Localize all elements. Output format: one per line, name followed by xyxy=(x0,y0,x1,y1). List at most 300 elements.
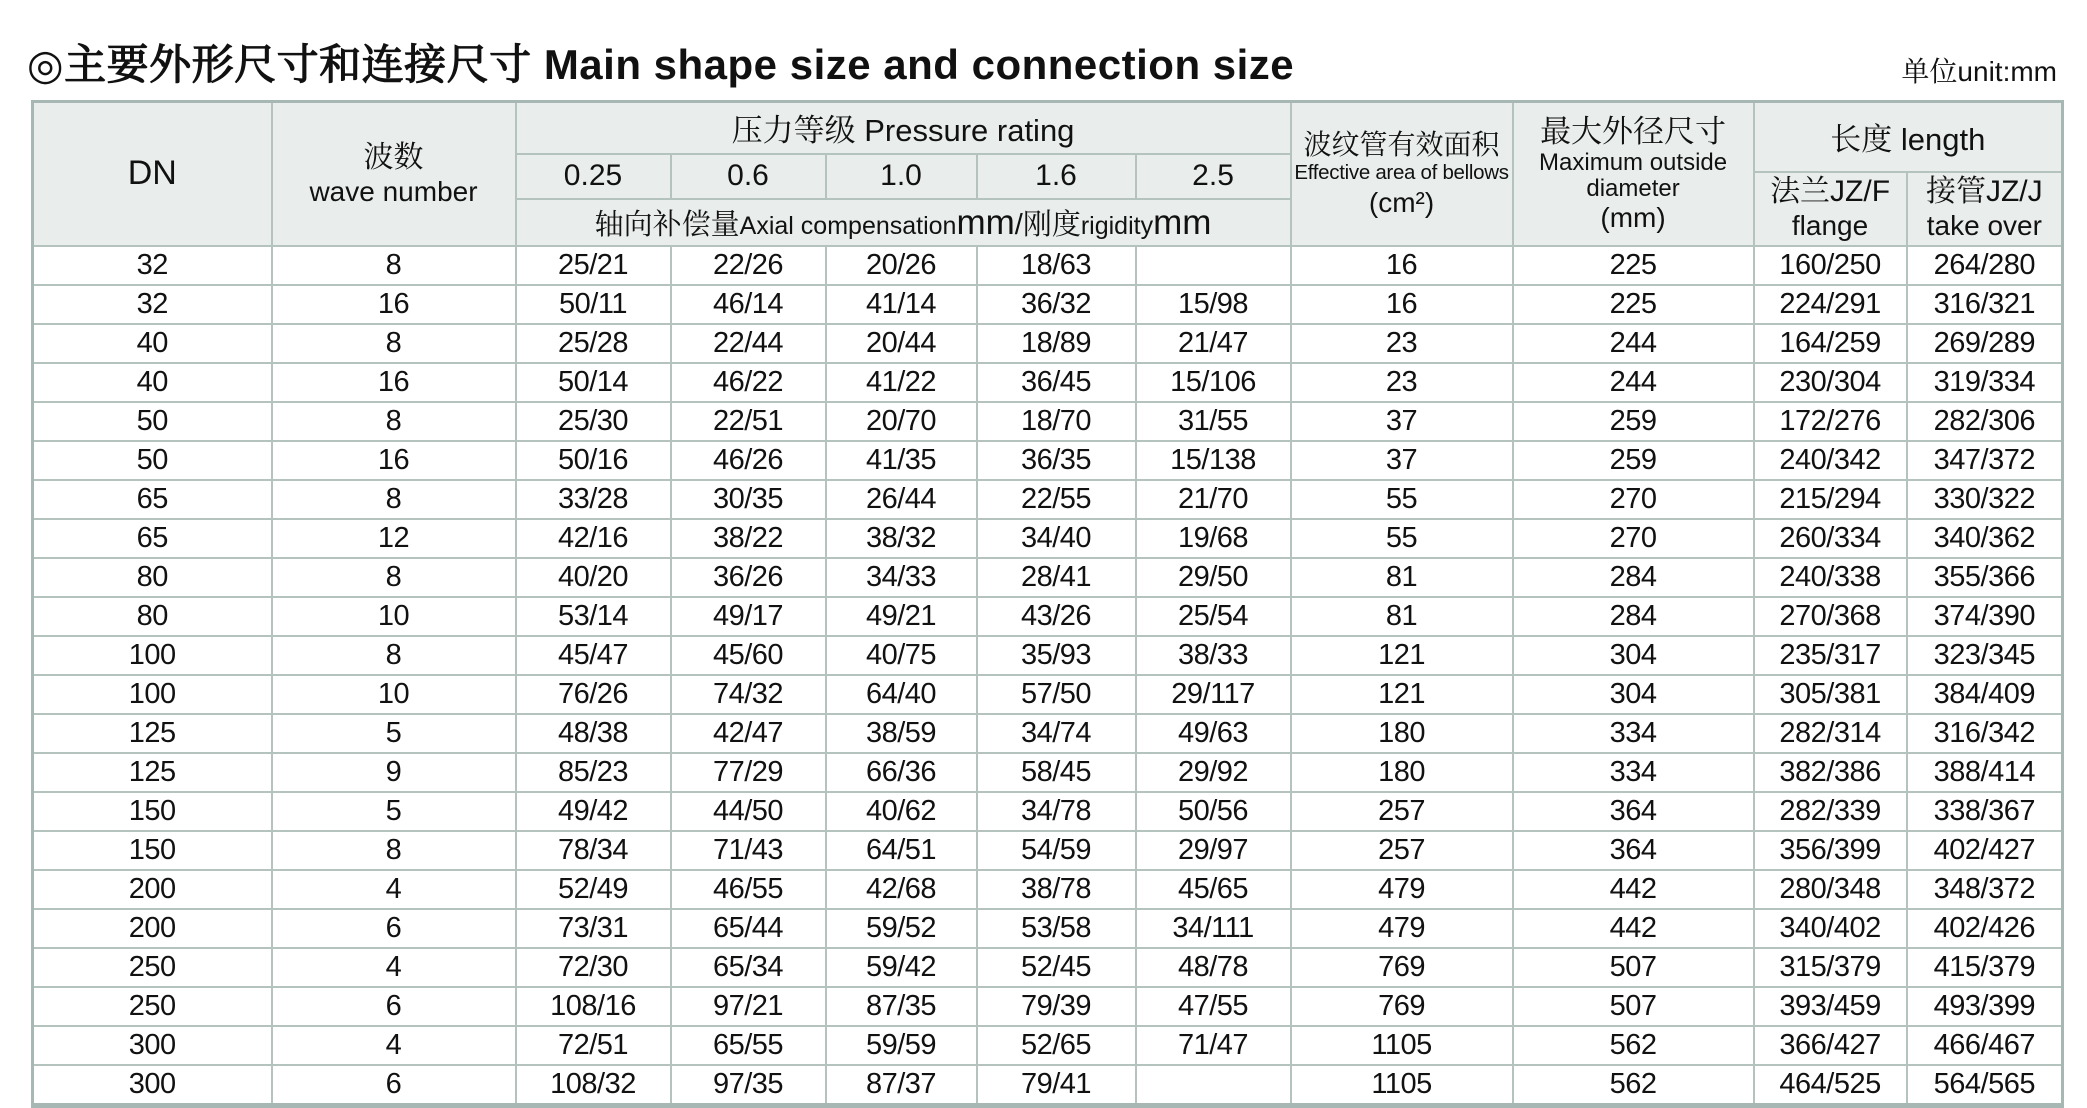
cell-wave-number: 8 xyxy=(272,402,516,441)
table-row xyxy=(33,246,2063,285)
cell-dn: 125 xyxy=(33,714,272,753)
cell-pressure-1.0: 20/70 xyxy=(826,402,977,441)
cell-pressure-0.25: 25/30 xyxy=(516,402,671,441)
cell-flange-length: 305/381 xyxy=(1754,675,1907,714)
cell-pressure-0.25: 33/28 xyxy=(516,480,671,519)
cell-pressure-0.25: 48/38 xyxy=(516,714,671,753)
cell-pressure-2.5 xyxy=(1136,1065,1291,1106)
cell-max-outside-diameter: 304 xyxy=(1513,636,1754,675)
cell-take-over-length: 388/414 xyxy=(1907,753,2063,792)
cell-dn: 80 xyxy=(33,597,272,636)
cell-pressure-0.6: 46/22 xyxy=(671,363,826,402)
cell-dn: 200 xyxy=(33,870,272,909)
table-row xyxy=(33,831,2063,870)
cell-pressure-1.6: 18/89 xyxy=(977,324,1136,363)
cell-pressure-1.0: 59/52 xyxy=(826,909,977,948)
cell-take-over-length: 355/366 xyxy=(1907,558,2063,597)
cell-pressure-1.0: 38/59 xyxy=(826,714,977,753)
cell-effective-area: 121 xyxy=(1291,636,1513,675)
cell-max-outside-diameter: 507 xyxy=(1513,948,1754,987)
cell-pressure-1.0: 41/14 xyxy=(826,285,977,324)
cell-max-outside-diameter: 364 xyxy=(1513,792,1754,831)
cell-flange-length: 280/348 xyxy=(1754,870,1907,909)
cell-pressure-0.25: 50/11 xyxy=(516,285,671,324)
cell-dn: 250 xyxy=(33,948,272,987)
cell-wave-number: 8 xyxy=(272,246,516,285)
cell-effective-area: 479 xyxy=(1291,870,1513,909)
cell-take-over-length: 269/289 xyxy=(1907,324,2063,363)
cell-take-over-length: 319/334 xyxy=(1907,363,2063,402)
cell-max-outside-diameter: 225 xyxy=(1513,246,1754,285)
cell-wave-number: 6 xyxy=(272,909,516,948)
col-header-flange xyxy=(1754,172,1907,246)
cell-pressure-2.5: 21/47 xyxy=(1136,324,1291,363)
cell-wave-number: 6 xyxy=(272,1065,516,1106)
table-row xyxy=(33,519,2063,558)
cell-pressure-1.6: 35/93 xyxy=(977,636,1136,675)
cell-pressure-1.6: 36/45 xyxy=(977,363,1136,402)
cell-dn: 65 xyxy=(33,519,272,558)
cell-wave-number: 4 xyxy=(272,1026,516,1065)
cell-wave-number: 8 xyxy=(272,480,516,519)
cell-pressure-0.25: 50/14 xyxy=(516,363,671,402)
cell-effective-area: 16 xyxy=(1291,246,1513,285)
cell-pressure-1.0: 34/33 xyxy=(826,558,977,597)
cell-pressure-1.0: 49/21 xyxy=(826,597,977,636)
take-over-en-label: take over xyxy=(1926,210,2042,242)
effective-area-en-label: Effective area of bellows xyxy=(1294,161,1509,185)
col-header-take-over xyxy=(1907,172,2063,246)
cell-max-outside-diameter: 259 xyxy=(1513,402,1754,441)
cell-dn: 80 xyxy=(33,558,272,597)
cell-effective-area: 23 xyxy=(1291,363,1513,402)
cell-max-outside-diameter: 270 xyxy=(1513,519,1754,558)
cell-pressure-1.6: 34/74 xyxy=(977,714,1136,753)
cell-max-outside-diameter: 270 xyxy=(1513,480,1754,519)
cell-pressure-0.6: 46/26 xyxy=(671,441,826,480)
cell-pressure-2.5: 19/68 xyxy=(1136,519,1291,558)
cell-flange-length: 230/304 xyxy=(1754,363,1907,402)
cell-pressure-2.5: 48/78 xyxy=(1136,948,1291,987)
table-row xyxy=(33,792,2063,831)
cell-pressure-0.6: 44/50 xyxy=(671,792,826,831)
table-row xyxy=(33,909,2063,948)
cell-pressure-0.6: 46/14 xyxy=(671,285,826,324)
cell-flange-length: 315/379 xyxy=(1754,948,1907,987)
cell-effective-area: 479 xyxy=(1291,909,1513,948)
cell-dn: 250 xyxy=(33,987,272,1026)
table-row xyxy=(33,441,2063,480)
header-row-1 xyxy=(33,102,2063,154)
pressure-level-1.6: 1.6 xyxy=(977,154,1136,199)
cell-pressure-1.0: 40/75 xyxy=(826,636,977,675)
table-row xyxy=(33,1026,2063,1065)
cell-effective-area: 1105 xyxy=(1291,1065,1513,1106)
cell-wave-number: 8 xyxy=(272,558,516,597)
cell-dn: 100 xyxy=(33,675,272,714)
cell-take-over-length: 402/427 xyxy=(1907,831,2063,870)
cell-take-over-length: 348/372 xyxy=(1907,870,2063,909)
cell-dn: 100 xyxy=(33,636,272,675)
cell-wave-number: 16 xyxy=(272,285,516,324)
cell-effective-area: 37 xyxy=(1291,402,1513,441)
cell-wave-number: 10 xyxy=(272,675,516,714)
cell-take-over-length: 338/367 xyxy=(1907,792,2063,831)
cell-take-over-length: 415/379 xyxy=(1907,948,2063,987)
cell-max-outside-diameter: 244 xyxy=(1513,324,1754,363)
max-diameter-unit-label: (mm) xyxy=(1600,201,1666,233)
cell-pressure-1.0: 64/51 xyxy=(826,831,977,870)
pressure-level-0.25: 0.25 xyxy=(516,154,671,199)
cell-pressure-0.6: 46/55 xyxy=(671,870,826,909)
effective-area-unit-label: (cm²) xyxy=(1368,187,1435,219)
cell-wave-number: 5 xyxy=(272,714,516,753)
cell-pressure-0.6: 22/44 xyxy=(671,324,826,363)
cell-pressure-1.6: 28/41 xyxy=(977,558,1136,597)
cell-pressure-2.5: 29/50 xyxy=(1136,558,1291,597)
cell-pressure-1.6: 58/45 xyxy=(977,753,1136,792)
axial-en-label: Axial compensation xyxy=(739,211,957,240)
cell-max-outside-diameter: 225 xyxy=(1513,285,1754,324)
cell-take-over-length: 564/565 xyxy=(1907,1065,2063,1106)
table-row xyxy=(33,948,2063,987)
cell-pressure-2.5: 29/92 xyxy=(1136,753,1291,792)
cell-pressure-2.5: 29/97 xyxy=(1136,831,1291,870)
table-row xyxy=(33,558,2063,597)
cell-pressure-1.6: 52/65 xyxy=(977,1026,1136,1065)
cell-pressure-0.6: 71/43 xyxy=(671,831,826,870)
cell-max-outside-diameter: 334 xyxy=(1513,753,1754,792)
table-row xyxy=(33,402,2063,441)
cell-wave-number: 8 xyxy=(272,636,516,675)
unit-label: 单位unit:mm xyxy=(1901,56,2057,87)
cell-max-outside-diameter: 562 xyxy=(1513,1065,1754,1106)
cell-flange-length: 382/386 xyxy=(1754,753,1907,792)
cell-flange-length: 160/250 xyxy=(1754,246,1907,285)
cell-pressure-1.0: 64/40 xyxy=(826,675,977,714)
table-row xyxy=(33,753,2063,792)
cell-pressure-0.25: 73/31 xyxy=(516,909,671,948)
cell-take-over-length: 340/362 xyxy=(1907,519,2063,558)
cell-dn: 40 xyxy=(33,363,272,402)
cell-wave-number: 10 xyxy=(272,597,516,636)
cell-pressure-1.6: 34/78 xyxy=(977,792,1136,831)
cell-take-over-length: 402/426 xyxy=(1907,909,2063,948)
cell-pressure-0.25: 25/21 xyxy=(516,246,671,285)
cell-take-over-length: 466/467 xyxy=(1907,1026,2063,1065)
cell-dn: 200 xyxy=(33,909,272,948)
cell-pressure-0.25: 76/26 xyxy=(516,675,671,714)
cell-pressure-2.5: 45/65 xyxy=(1136,870,1291,909)
cell-flange-length: 172/276 xyxy=(1754,402,1907,441)
cell-pressure-0.25: 72/51 xyxy=(516,1026,671,1065)
cell-dn: 300 xyxy=(33,1065,272,1106)
cell-pressure-2.5: 49/63 xyxy=(1136,714,1291,753)
cell-pressure-1.6: 52/45 xyxy=(977,948,1136,987)
cell-pressure-1.6: 43/26 xyxy=(977,597,1136,636)
cell-max-outside-diameter: 284 xyxy=(1513,558,1754,597)
cell-pressure-0.6: 65/55 xyxy=(671,1026,826,1065)
cell-flange-length: 224/291 xyxy=(1754,285,1907,324)
cell-pressure-1.6: 36/32 xyxy=(977,285,1136,324)
table-row xyxy=(33,597,2063,636)
cell-take-over-length: 374/390 xyxy=(1907,597,2063,636)
cell-max-outside-diameter: 562 xyxy=(1513,1026,1754,1065)
cell-effective-area: 180 xyxy=(1291,753,1513,792)
cell-pressure-0.6: 77/29 xyxy=(671,753,826,792)
cell-flange-length: 260/334 xyxy=(1754,519,1907,558)
cell-max-outside-diameter: 507 xyxy=(1513,987,1754,1026)
cell-effective-area: 37 xyxy=(1291,441,1513,480)
col-header-length: 长度 length xyxy=(1754,102,2063,172)
table-row xyxy=(33,675,2063,714)
spec-table xyxy=(31,100,2064,1108)
cell-pressure-1.0: 59/59 xyxy=(826,1026,977,1065)
cell-pressure-1.6: 53/58 xyxy=(977,909,1136,948)
cell-take-over-length: 347/372 xyxy=(1907,441,2063,480)
cell-dn: 32 xyxy=(33,285,272,324)
cell-pressure-0.6: 49/17 xyxy=(671,597,826,636)
cell-pressure-0.25: 108/16 xyxy=(516,987,671,1026)
flange-en-label: flange xyxy=(1791,210,1869,242)
cell-flange-length: 235/317 xyxy=(1754,636,1907,675)
cell-pressure-1.0: 38/32 xyxy=(826,519,977,558)
cell-effective-area: 16 xyxy=(1291,285,1513,324)
cell-pressure-0.6: 36/26 xyxy=(671,558,826,597)
cell-flange-length: 340/402 xyxy=(1754,909,1907,948)
cell-effective-area: 769 xyxy=(1291,987,1513,1026)
cell-max-outside-diameter: 364 xyxy=(1513,831,1754,870)
cell-wave-number: 8 xyxy=(272,324,516,363)
cell-effective-area: 121 xyxy=(1291,675,1513,714)
cell-wave-number: 16 xyxy=(272,441,516,480)
cell-wave-number: 5 xyxy=(272,792,516,831)
table-row xyxy=(33,480,2063,519)
cell-max-outside-diameter: 259 xyxy=(1513,441,1754,480)
cell-take-over-length: 316/321 xyxy=(1907,285,2063,324)
rigidity-cn-label: /刚度 xyxy=(1014,208,1081,241)
col-header-max-outside-diameter xyxy=(1513,102,1754,246)
cell-pressure-0.25: 53/14 xyxy=(516,597,671,636)
cell-flange-length: 215/294 xyxy=(1754,480,1907,519)
cell-pressure-2.5: 34/111 xyxy=(1136,909,1291,948)
cell-dn: 50 xyxy=(33,402,272,441)
cell-pressure-1.0: 87/37 xyxy=(826,1065,977,1106)
cell-wave-number: 12 xyxy=(272,519,516,558)
cell-max-outside-diameter: 442 xyxy=(1513,909,1754,948)
table-row xyxy=(33,285,2063,324)
cell-take-over-length: 282/306 xyxy=(1907,402,2063,441)
cell-effective-area: 55 xyxy=(1291,519,1513,558)
cell-pressure-1.0: 87/35 xyxy=(826,987,977,1026)
cell-pressure-0.6: 45/60 xyxy=(671,636,826,675)
table-row xyxy=(33,1065,2063,1106)
page-title: ◎主要外形尺寸和连接尺寸 Main shape size and connection size xyxy=(27,41,1295,88)
max-diameter-en-label-1: Maximum outside xyxy=(1539,149,1728,177)
cell-pressure-1.0: 59/42 xyxy=(826,948,977,987)
cell-pressure-0.25: 45/47 xyxy=(516,636,671,675)
cell-pressure-1.6: 22/55 xyxy=(977,480,1136,519)
axial-cn-label: 轴向补偿量 xyxy=(594,208,740,241)
cell-flange-length: 282/314 xyxy=(1754,714,1907,753)
cell-pressure-2.5: 31/55 xyxy=(1136,402,1291,441)
cell-pressure-1.6: 79/41 xyxy=(977,1065,1136,1106)
cell-flange-length: 464/525 xyxy=(1754,1065,1907,1106)
pressure-level-1.0: 1.0 xyxy=(826,154,977,199)
cell-pressure-1.0: 41/35 xyxy=(826,441,977,480)
cell-pressure-0.25: 72/30 xyxy=(516,948,671,987)
cell-flange-length: 240/342 xyxy=(1754,441,1907,480)
cell-pressure-2.5: 50/56 xyxy=(1136,792,1291,831)
cell-max-outside-diameter: 244 xyxy=(1513,363,1754,402)
cell-pressure-2.5: 71/47 xyxy=(1136,1026,1291,1065)
cell-flange-length: 270/368 xyxy=(1754,597,1907,636)
cell-flange-length: 356/399 xyxy=(1754,831,1907,870)
cell-max-outside-diameter: 334 xyxy=(1513,714,1754,753)
cell-wave-number: 4 xyxy=(272,870,516,909)
cell-pressure-2.5 xyxy=(1136,246,1291,285)
table-row xyxy=(33,714,2063,753)
cell-effective-area: 257 xyxy=(1291,831,1513,870)
col-header-wave-number xyxy=(272,102,516,246)
cell-pressure-0.25: 85/23 xyxy=(516,753,671,792)
cell-dn: 150 xyxy=(33,792,272,831)
cell-dn: 50 xyxy=(33,441,272,480)
pressure-level-0.6: 0.6 xyxy=(671,154,826,199)
max-diameter-en-label-2: diameter xyxy=(1586,174,1680,202)
cell-pressure-2.5: 29/117 xyxy=(1136,675,1291,714)
cell-dn: 65 xyxy=(33,480,272,519)
cell-pressure-1.0: 41/22 xyxy=(826,363,977,402)
table-row xyxy=(33,636,2063,675)
cell-dn: 300 xyxy=(33,1026,272,1065)
cell-pressure-0.6: 22/51 xyxy=(671,402,826,441)
cell-take-over-length: 384/409 xyxy=(1907,675,2063,714)
cell-pressure-0.25: 49/42 xyxy=(516,792,671,831)
cell-pressure-2.5: 21/70 xyxy=(1136,480,1291,519)
wave-number-en-label: wave number xyxy=(309,175,478,207)
cell-pressure-2.5: 25/54 xyxy=(1136,597,1291,636)
cell-pressure-1.0: 42/68 xyxy=(826,870,977,909)
cell-effective-area: 55 xyxy=(1291,480,1513,519)
col-header-effective-area xyxy=(1291,102,1513,246)
cell-pressure-0.6: 38/22 xyxy=(671,519,826,558)
cell-effective-area: 180 xyxy=(1291,714,1513,753)
cell-pressure-1.6: 18/63 xyxy=(977,246,1136,285)
cell-flange-length: 240/338 xyxy=(1754,558,1907,597)
cell-max-outside-diameter: 442 xyxy=(1513,870,1754,909)
cell-pressure-0.6: 30/35 xyxy=(671,480,826,519)
axial-mm-label-1: mm xyxy=(956,202,1015,242)
cell-effective-area: 1105 xyxy=(1291,1026,1513,1065)
cell-pressure-1.0: 66/36 xyxy=(826,753,977,792)
cell-pressure-0.6: 74/32 xyxy=(671,675,826,714)
cell-pressure-1.0: 20/44 xyxy=(826,324,977,363)
cell-effective-area: 81 xyxy=(1291,597,1513,636)
cell-pressure-0.25: 50/16 xyxy=(516,441,671,480)
cell-pressure-1.6: 54/59 xyxy=(977,831,1136,870)
cell-wave-number: 8 xyxy=(272,831,516,870)
axial-compensation-header xyxy=(516,199,1291,246)
rigidity-en-label: rigidity xyxy=(1080,211,1154,240)
flange-cn-label: 法兰JZ/F xyxy=(1770,175,1891,209)
cell-pressure-2.5: 15/98 xyxy=(1136,285,1291,324)
wave-number-cn-label: 波数 xyxy=(363,140,424,174)
cell-max-outside-diameter: 284 xyxy=(1513,597,1754,636)
cell-wave-number: 16 xyxy=(272,363,516,402)
table-row xyxy=(33,324,2063,363)
cell-pressure-1.6: 57/50 xyxy=(977,675,1136,714)
cell-wave-number: 6 xyxy=(272,987,516,1026)
cell-wave-number: 9 xyxy=(272,753,516,792)
cell-pressure-1.0: 20/26 xyxy=(826,246,977,285)
cell-pressure-0.6: 22/26 xyxy=(671,246,826,285)
cell-pressure-1.6: 36/35 xyxy=(977,441,1136,480)
cell-dn: 40 xyxy=(33,324,272,363)
cell-take-over-length: 330/322 xyxy=(1907,480,2063,519)
cell-pressure-0.6: 42/47 xyxy=(671,714,826,753)
cell-pressure-0.6: 97/21 xyxy=(671,987,826,1026)
cell-flange-length: 366/427 xyxy=(1754,1026,1907,1065)
cell-pressure-0.25: 25/28 xyxy=(516,324,671,363)
table-row xyxy=(33,987,2063,1026)
col-header-pressure-rating: 压力等级 Pressure rating xyxy=(516,102,1291,154)
cell-pressure-0.6: 65/44 xyxy=(671,909,826,948)
max-diameter-cn-label: 最大外径尺寸 xyxy=(1540,114,1727,150)
title-bar xyxy=(0,0,2087,100)
cell-effective-area: 23 xyxy=(1291,324,1513,363)
pressure-level-2.5: 2.5 xyxy=(1136,154,1291,199)
cell-pressure-2.5: 47/55 xyxy=(1136,987,1291,1026)
cell-pressure-1.0: 26/44 xyxy=(826,480,977,519)
table-header xyxy=(33,102,2063,246)
cell-pressure-0.6: 65/34 xyxy=(671,948,826,987)
cell-take-over-length: 264/280 xyxy=(1907,246,2063,285)
cell-pressure-2.5: 15/138 xyxy=(1136,441,1291,480)
cell-dn: 125 xyxy=(33,753,272,792)
cell-pressure-2.5: 38/33 xyxy=(1136,636,1291,675)
cell-pressure-1.6: 18/70 xyxy=(977,402,1136,441)
table-row xyxy=(33,870,2063,909)
table-row xyxy=(33,363,2063,402)
cell-flange-length: 282/339 xyxy=(1754,792,1907,831)
cell-max-outside-diameter: 304 xyxy=(1513,675,1754,714)
cell-effective-area: 81 xyxy=(1291,558,1513,597)
cell-pressure-1.6: 38/78 xyxy=(977,870,1136,909)
cell-pressure-1.0: 40/62 xyxy=(826,792,977,831)
cell-effective-area: 257 xyxy=(1291,792,1513,831)
take-over-cn-label: 接管JZ/J xyxy=(1925,175,2043,209)
cell-take-over-length: 316/342 xyxy=(1907,714,2063,753)
cell-pressure-0.25: 40/20 xyxy=(516,558,671,597)
cell-flange-length: 393/459 xyxy=(1754,987,1907,1026)
cell-pressure-0.25: 42/16 xyxy=(516,519,671,558)
cell-wave-number: 4 xyxy=(272,948,516,987)
cell-dn: 150 xyxy=(33,831,272,870)
cell-take-over-length: 323/345 xyxy=(1907,636,2063,675)
cell-pressure-1.6: 79/39 xyxy=(977,987,1136,1026)
cell-pressure-0.6: 97/35 xyxy=(671,1065,826,1106)
cell-pressure-0.25: 78/34 xyxy=(516,831,671,870)
effective-area-cn-label: 波纹管有效面积 xyxy=(1303,129,1500,161)
axial-mm-label-2: mm xyxy=(1153,202,1212,242)
cell-take-over-length: 493/399 xyxy=(1907,987,2063,1026)
col-header-dn: DN xyxy=(33,102,272,246)
cell-dn: 32 xyxy=(33,246,272,285)
cell-effective-area: 769 xyxy=(1291,948,1513,987)
cell-pressure-0.25: 108/32 xyxy=(516,1065,671,1106)
cell-pressure-0.25: 52/49 xyxy=(516,870,671,909)
